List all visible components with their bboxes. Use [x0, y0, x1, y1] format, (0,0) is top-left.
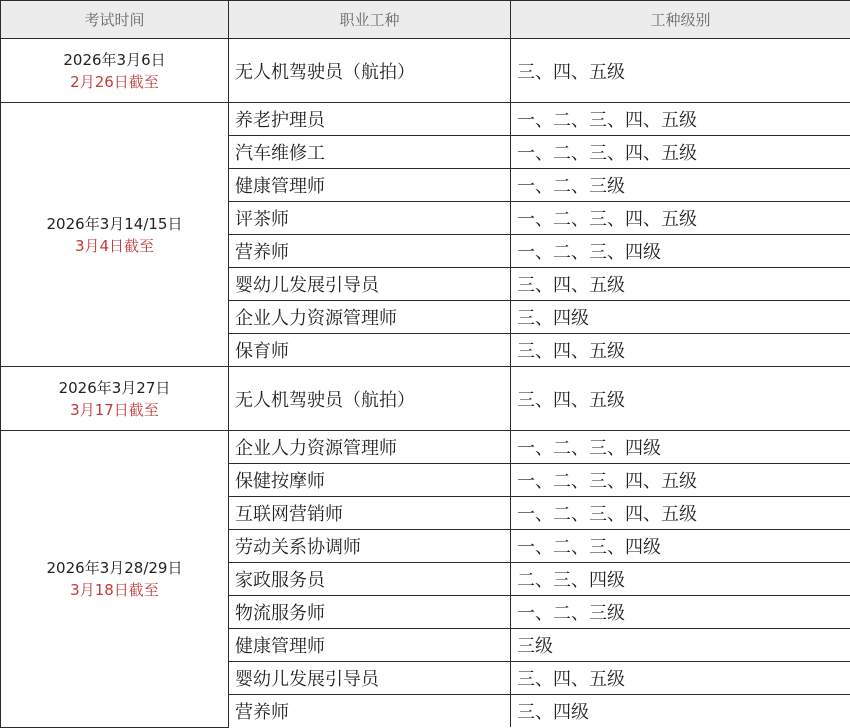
table-row: [1, 431, 850, 464]
occupation-cell: 养老护理员: [229, 103, 511, 136]
occupation-cell: 无人机驾驶员（航拍）: [229, 367, 511, 431]
level-cell: 三、四、五级: [511, 334, 850, 367]
occupation-cell: 劳动关系协调师: [229, 530, 511, 563]
table-row: [1, 103, 850, 136]
occupation-cell: 健康管理师: [229, 169, 511, 202]
level-cell: 一、二、三、四级: [511, 530, 850, 563]
occupation-cell: 婴幼儿发展引导员: [229, 268, 511, 301]
occupation-cell: 保育师: [229, 334, 511, 367]
occupation-cell: 企业人力资源管理师: [229, 431, 511, 464]
level-cell: 一、二、三、四、五级: [511, 202, 850, 235]
level-cell: 三级: [511, 629, 850, 662]
header-occupation: 职业工种: [229, 1, 511, 39]
level-cell: 三、四、五级: [511, 39, 850, 103]
occupation-cell: 婴幼儿发展引导员: [229, 662, 511, 695]
level-cell: 一、二、三、四、五级: [511, 103, 850, 136]
occupation-cell: 物流服务师: [229, 596, 511, 629]
level-cell: 三、四、五级: [511, 367, 850, 431]
level-cell: 二、三、四级: [511, 563, 850, 596]
level-cell: 一、二、三级: [511, 596, 850, 629]
level-cell: 三、四级: [511, 301, 850, 334]
level-cell: 一、二、三、四、五级: [511, 464, 850, 497]
level-cell: 三、四、五级: [511, 662, 850, 695]
header-level: 工种级别: [511, 1, 850, 39]
table-row: [1, 39, 850, 103]
occupation-cell: 企业人力资源管理师: [229, 301, 511, 334]
exam-date: 2026年3月6日: [1, 49, 228, 71]
header-row: [1, 1, 850, 39]
occupation-cell: 健康管理师: [229, 629, 511, 662]
registration-deadline: 2月26日截至: [1, 71, 228, 93]
exam-date: 2026年3月27日: [1, 377, 228, 399]
exam-date: 2026年3月14/15日: [1, 213, 228, 235]
exam-time-cell: [1, 39, 229, 103]
level-cell: 一、二、三级: [511, 169, 850, 202]
occupation-cell: 汽车维修工: [229, 136, 511, 169]
occupation-cell: 互联网营销师: [229, 497, 511, 530]
occupation-cell: 营养师: [229, 235, 511, 268]
occupation-cell: 营养师: [229, 695, 511, 728]
table-row: [1, 367, 850, 431]
level-cell: 三、四、五级: [511, 268, 850, 301]
level-cell: 三、四级: [511, 695, 850, 728]
exam-time-cell: [1, 431, 229, 728]
registration-deadline: 3月18日截至: [1, 579, 228, 601]
exam-time-cell: [1, 367, 229, 431]
registration-deadline: 3月17日截至: [1, 399, 228, 421]
occupation-cell: 保健按摩师: [229, 464, 511, 497]
schedule-body: [1, 39, 850, 728]
level-cell: 一、二、三、四、五级: [511, 136, 850, 169]
level-cell: 一、二、三、四级: [511, 235, 850, 268]
occupation-cell: 无人机驾驶员（航拍）: [229, 39, 511, 103]
level-cell: 一、二、三、四级: [511, 431, 850, 464]
exam-time-cell: [1, 103, 229, 367]
exam-date: 2026年3月28/29日: [1, 557, 228, 579]
occupation-cell: 家政服务员: [229, 563, 511, 596]
header-exam-time: 考试时间: [1, 1, 229, 39]
level-cell: 一、二、三、四、五级: [511, 497, 850, 530]
occupation-cell: 评茶师: [229, 202, 511, 235]
registration-deadline: 3月4日截至: [1, 235, 228, 257]
